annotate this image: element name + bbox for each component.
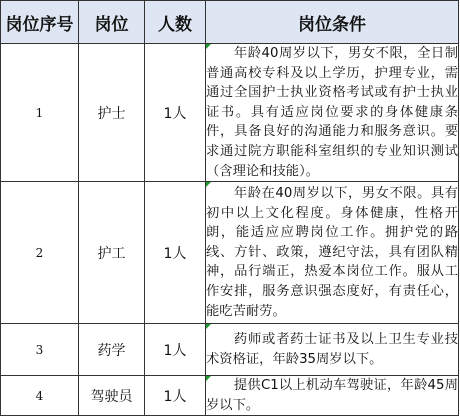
position-cell: 药学 [79, 324, 145, 376]
position-no-cell: 2 [1, 182, 79, 324]
header-position-no: 岗位序号 [1, 1, 79, 44]
count-cell: 1人 [145, 324, 206, 376]
header-requirements: 岗位条件 [206, 1, 459, 44]
requirement-text: 提供C1以上机动车驾驶证，年龄45周岁以下。 [206, 378, 458, 413]
count-cell: 1人 [145, 182, 206, 324]
position-cell: 护工 [79, 182, 145, 324]
header-position: 岗位 [79, 1, 145, 44]
header-row [1, 1, 459, 44]
position-no-cell: 4 [1, 376, 79, 416]
cell-marker-icon [206, 182, 211, 187]
header-count: 人数 [145, 1, 206, 44]
cell-marker-icon [206, 324, 211, 329]
requirement-cell [206, 44, 459, 182]
count-cell: 1人 [145, 44, 206, 182]
table-row [1, 44, 459, 182]
requirement-text: 药师或者药士证书及以上卫生专业技术资格证，年龄35周岁以下。 [206, 332, 458, 367]
requirement-cell [206, 324, 459, 376]
requirement-cell [206, 182, 459, 324]
requirement-cell [206, 376, 459, 416]
position-no-cell: 3 [1, 324, 79, 376]
requirement-text: 年龄在40周岁以下，男女不限。具有初中以上文化程度。身体健康，性格开朗，能适应应聘岗位工作。拥护党的路线、方针、政策，遵纪守法，具有团队精神，品行端正，热爱本岗位工作。服从工作安排，服务意识强态度好，有责任心，能吃苦耐劳。 [206, 186, 458, 319]
requirement-text: 年龄40周岁以下，男女不限，全日制普通高校专科及以上学历，护理专业，需通过全国护士执业资格考试或有护士执业证书。具有适应岗位要求的身体健康条件，具备良好的沟通能力和服务意识。要求通过院方职能科室组织的专业知识测试（含理论和技能）。 [206, 46, 458, 179]
cell-marker-icon [206, 376, 211, 381]
table-row [1, 182, 459, 324]
cell-marker-icon [206, 44, 211, 49]
count-cell: 1人 [145, 376, 206, 416]
position-cell: 驾驶员 [79, 376, 145, 416]
table-row [1, 376, 459, 416]
position-cell: 护士 [79, 44, 145, 182]
position-no-cell: 1 [1, 44, 79, 182]
table-row [1, 324, 459, 376]
